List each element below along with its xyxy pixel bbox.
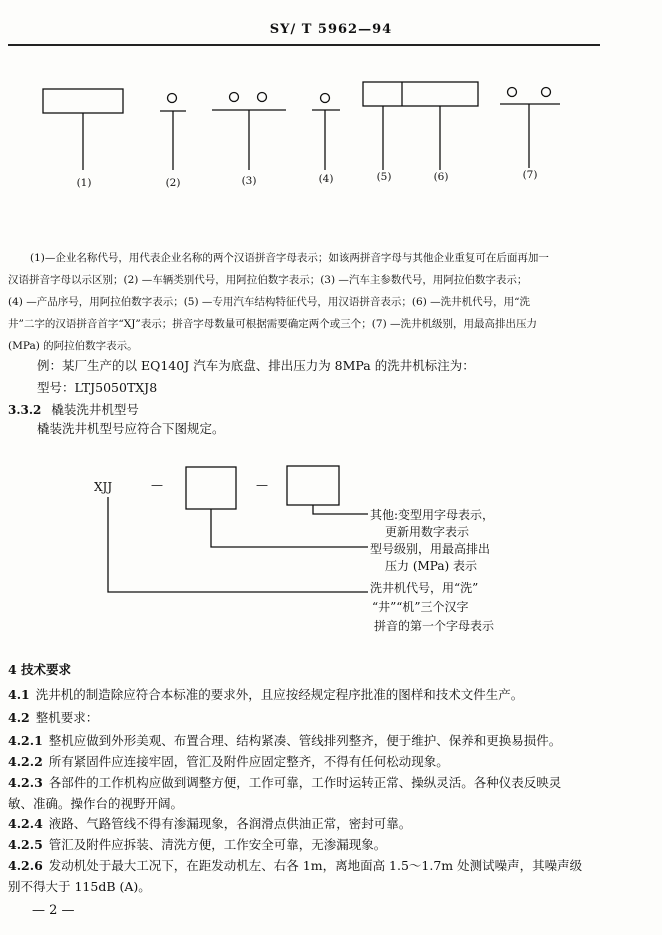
requirement-text: 各部件的工作机构应做到调整方便，工作可靠，工作时运转正常、操纵灵活。各种仪表反映灵 (48, 775, 562, 790)
requirement-number: 4.1 (8, 687, 30, 702)
code-box-1 (43, 89, 123, 113)
requirement-number: 4.2.3 (8, 775, 43, 790)
requirement-text: 整机应做到外形美观、布置合理、结构紧凑、管线排列整齐，便于维护、保养和更换易损件。 (48, 733, 562, 748)
requirement-item (8, 855, 653, 897)
skid-label-3-line-1: 洗井机代号，用“洗” (370, 581, 479, 595)
section-4-heading: 4 技术要求 (8, 662, 72, 677)
diagram-label-4: (4) (318, 173, 334, 185)
requirement-text: 整机要求： (35, 710, 99, 725)
requirement-line: 敏、准确。操作台的视野开阔。 (8, 796, 184, 811)
requirement-item (8, 684, 653, 705)
requirement-line (8, 772, 653, 793)
code-circle-7b (542, 88, 551, 97)
legend-line: (4) —产品序号，用阿拉伯数字表示；(5) —专用汽车结构特征代号，用汉语拼音表示；(6) —洗井机代号，用“洗 (8, 296, 530, 308)
skid-label-3-line-3: 拼音的第一个字母表示 (374, 619, 495, 633)
skid-code-box-1 (186, 467, 236, 509)
code-circle-7a (508, 88, 517, 97)
section-title: 橇装洗井机型号 (51, 402, 139, 417)
skid-dash-2: — (256, 478, 268, 492)
requirement-number: 4.2.4 (8, 816, 43, 831)
diagram-label-5: (5) (376, 171, 392, 183)
skid-label-2-line-1: 型号级别，用最高排出 (370, 542, 491, 556)
page-header-title: SY/ T 5962—94 (269, 22, 393, 37)
diagram-label-3: (3) (241, 175, 257, 187)
skid-leader-3 (108, 497, 368, 592)
requirement-line (8, 707, 653, 728)
section-3-3-2-heading (8, 400, 139, 418)
requirement-item (8, 834, 653, 855)
requirement-text: 液路、气路管线不得有渗漏现象，各润滑点供油正常，密封可靠。 (48, 816, 412, 831)
code-box-5-6 (363, 82, 478, 106)
requirement-line (8, 730, 653, 751)
legend-line: (1)—企业名称代号，用代表企业名称的两个汉语拼音字母表示；如该两拼音字母与其他企业重复可在后面再加一 (30, 252, 549, 264)
skid-code-box-2 (287, 466, 339, 505)
legend-line: (MPa) 的阿拉伯数字表示。 (8, 340, 138, 352)
requirement-text: 管汇及附件应拆装、清洗方便，工作安全可靠，无渗漏现象。 (48, 837, 387, 852)
example-model: 型号：LTJ5050TXJ8 (37, 380, 158, 395)
code-circle-4 (321, 94, 330, 103)
skid-label-2-line-2: 压力 (MPa) 表示 (385, 559, 477, 573)
requirement-item (8, 751, 653, 772)
requirement-line (8, 813, 653, 834)
legend-line: 井”二字的汉语拼音首字“XJ”表示；拼音字母数量可根据需要确定两个或三个；(7) —洗井机级别，用最高排出压力 (8, 318, 537, 330)
requirement-line (8, 751, 653, 772)
requirement-line: 别不得大于 115dB (A)。 (8, 879, 151, 894)
requirement-text: 发动机处于最大工况下，在距发动机左、右各 1m，离地面高 1.5～1.7m 处测试噪声，其噪声级 (48, 858, 583, 873)
requirement-item (8, 707, 653, 728)
diagram-label-2: (2) (165, 177, 181, 189)
skid-leader-1 (313, 505, 368, 514)
diagram-label-1: (1) (76, 177, 92, 189)
requirement-item (8, 772, 653, 814)
skid-label-1-line-2: 更新用数字表示 (385, 525, 470, 539)
diagram-label-6: (6) (433, 171, 449, 183)
requirement-line (8, 834, 653, 855)
requirement-number: 4.2.1 (8, 733, 43, 748)
skid-label-3-line-2: “井”“机”三个汉字 (372, 600, 469, 614)
diagram-label-7: (7) (522, 169, 538, 181)
skid-label-1-line-1: 其他:变型用字母表示， (370, 508, 495, 522)
requirement-item (8, 730, 653, 751)
requirement-line (8, 684, 653, 705)
page-number: — 2 — (32, 903, 75, 918)
legend-line: 汉语拼音字母以示区别；(2) —车辆类别代号，用阿拉伯数字表示；(3) —汽车主参数代号，用阿拉伯数字表示； (8, 274, 528, 286)
requirement-text: 洗井机的制造除应符合本标准的要求外，且应按经规定程序批准的图样和技术文件生产。 (35, 687, 524, 702)
section-number: 3.3.2 (8, 403, 42, 417)
code-circle-2 (168, 94, 177, 103)
model-code-diagram (0, 0, 662, 200)
requirement-text: 所有紧固件应连接牢固，管汇及附件应固定整齐，不得有任何松动现象。 (48, 754, 449, 769)
skid-dash-1: — (151, 478, 163, 492)
code-circle-3b (258, 93, 267, 102)
requirement-item (8, 813, 653, 834)
example-text: 例：某厂生产的以 EQ140J 汽车为底盘、排出压力为 8MPa 的洗井机标注为： (37, 358, 475, 373)
skid-prefix: XJJ (94, 480, 113, 494)
requirement-number: 4.2.6 (8, 858, 43, 873)
skid-leader-2 (211, 509, 368, 547)
code-circle-3a (230, 93, 239, 102)
requirement-number: 4.2.2 (8, 754, 43, 769)
requirement-number: 4.2 (8, 710, 30, 725)
section-3-3-2-text: 橇装洗井机型号应符合下图规定。 (37, 421, 225, 436)
requirement-number: 4.2.5 (8, 837, 43, 852)
requirement-line (8, 855, 653, 876)
